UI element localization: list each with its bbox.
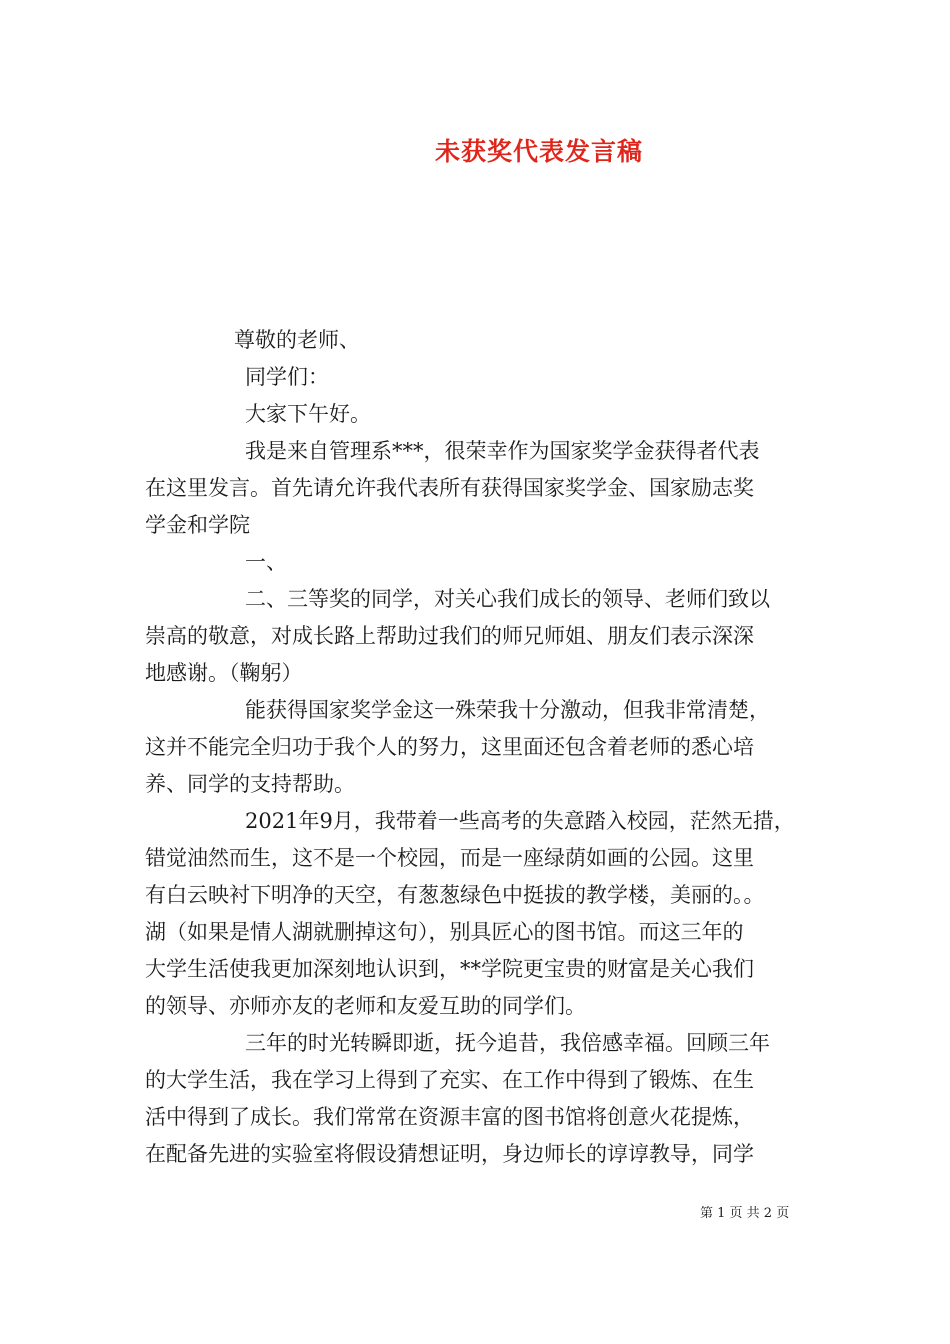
paragraph-line: 我是来自管理系***，很荣幸作为国家奖学金获得者代表	[245, 439, 760, 463]
paragraph-line: 养、同学的支持帮助。	[145, 772, 355, 796]
paragraph-line: 学金和学院	[145, 513, 250, 537]
document-body	[145, 322, 815, 1173]
paragraph-line: 错觉油然而生，这不是一个校园，而是一座绿荫如画的公园。这里	[145, 846, 754, 870]
paragraph-line: 的领导、亦师亦友的老师和友爱互助的同学们。	[145, 994, 586, 1018]
paragraph-line: 在配备先进的实验室将假设猜想证明，身边师长的谆谆教导，同学	[145, 1142, 754, 1166]
document-title: 未获奖代表发言稿	[434, 137, 643, 166]
paragraph-line: 地感谢。（鞠躬）	[145, 661, 303, 685]
page-number-footer: 第 1 页 共 2 页	[700, 1206, 790, 1221]
greeting-line: 大家下午好。	[245, 402, 371, 426]
paragraph-line: 这并不能完全归功于我个人的努力，这里面还包含着老师的悉心培	[145, 735, 754, 759]
salutation-line: 同学们：	[245, 365, 329, 389]
paragraph-line: 大学生活使我更加深刻地认识到，**学院更宝贵的财富是关心我们	[145, 957, 754, 981]
paragraph-line: 能获得国家奖学金这一殊荣我十分激动，但我非常清楚，	[245, 698, 770, 722]
paragraph-line: 有白云映衬下明净的天空，有葱葱绿色中挺拔的教学楼，美丽的。。	[145, 883, 765, 907]
paragraph-line: 的大学生活，我在学习上得到了充实、在工作中得到了锻炼、在生	[145, 1068, 754, 1092]
paragraph-line: 三年的时光转瞬即逝，抚今追昔，我倍感幸福。回顾三年	[245, 1031, 770, 1055]
paragraph-line: 一、	[245, 550, 287, 574]
paragraph-line: 二、三等奖的同学，对关心我们成长的领导、老师们致以	[245, 587, 770, 611]
paragraph-line: 崇高的敬意，对成长路上帮助过我们的师兄师姐、朋友们表示深深	[145, 624, 754, 648]
paragraph-line: 湖（如果是情人湖就删掉这句），别具匠心的图书馆。而这三年的	[145, 920, 744, 944]
salutation-line: 尊敬的老师、	[234, 328, 360, 352]
paragraph-line: 2021年9月，我带着一些高考的失意踏入校园，茫然无措，	[245, 809, 795, 833]
paragraph-line: 活中得到了成长。我们常常在资源丰富的图书馆将创意火花提炼，	[145, 1105, 754, 1129]
paragraph-line: 在这里发言。首先请允许我代表所有获得国家奖学金、国家励志奖	[145, 476, 754, 500]
